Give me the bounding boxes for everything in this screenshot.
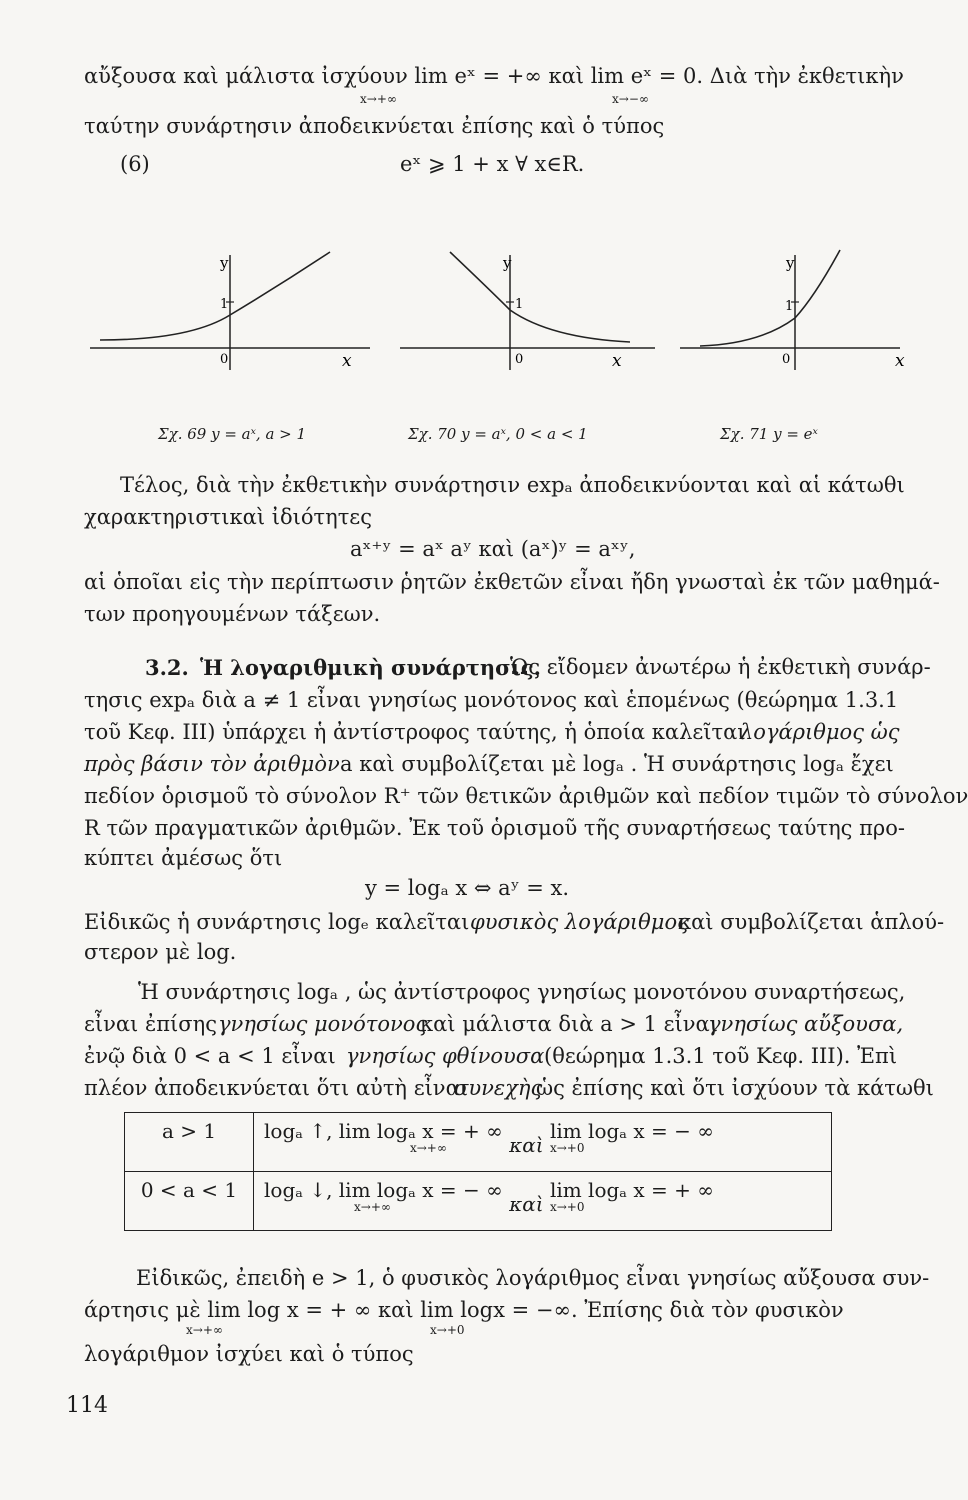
limit-subscript: x→+0 [549,1141,585,1155]
text-line: Εἰδικῶς, ἐπειδὴ e > 1, ὁ φυσικὸς λογάριθμος εἶναι γνησίως αὔξουσα συν- [136,1266,930,1290]
figure-69 [90,252,370,371]
text-line: ταύτην συνάρτησιν ἀποδεικνύεται ἐπίσης καὶ ὁ τύπος [84,114,665,138]
limit-subscript: x→+∞ [409,1141,447,1155]
y-label: y [503,254,512,272]
origin-label: 0 [220,352,229,367]
term-italic: γνησίως μονότονος [218,1012,428,1036]
section-number: 3.2. [145,655,189,680]
figure-caption: Σχ. 71 y = eˣ [720,425,818,443]
text-line: εἶναι ἐπίσης [84,1012,217,1036]
text-line: λογάριθμον ἰσχύει καὶ ὁ τύπος [84,1342,414,1366]
text-line: Τέλος, διὰ τὴν ἐκθετικὴν συνάρτησιν expₐ ἀποδεικνύονται καὶ αἱ κάτωθι [120,473,905,497]
limit-subscript: x→+∞ [186,1323,223,1337]
log-properties-table [124,1112,832,1231]
text-line: τησις expₐ διὰ a ≠ 1 εἶναι γνησίως μονότονος καὶ ἑπομένως (θεώρημα 1.3.1 [84,688,899,712]
text-line: ὡς ἐπίσης καὶ ὅτι ἰσχύουν τὰ κάτωθι [536,1076,934,1100]
text-line: Ἡ συνάρτησις logₐ , ὡς ἀντίστροφος γνησίως μονοτόνου συναρτήσεως, [138,980,906,1004]
x-label: x [612,351,622,371]
text-line: στερον μὲ log. [84,940,237,964]
text-line: αἱ ὁποῖαι εἰς τὴν περίπτωσιν ῥητῶν ἐκθετῶν εἶναι ἤδη γνωσταὶ ἐκ τῶν μαθημά- [84,570,940,594]
one-label: 1 [515,297,524,312]
term-italic: γνησίως αὔξουσα, [708,1012,904,1036]
one-label: 1 [220,297,229,312]
conjunction: καὶ [509,1192,544,1216]
table-cell-properties [254,1113,832,1172]
y-label: y [220,254,229,272]
text-line: κύπτει ἀμέσως ὅτι [84,846,283,870]
text-line: καὶ συμβολίζεται ἁπλού- [678,910,945,934]
x-label: x [342,351,352,371]
text-line: πλέον ἀποδεικνύεται ὅτι αὐτὴ εἶναι [84,1076,468,1100]
limit-subscript: x→+∞ [360,92,397,106]
text-line: άρτησις μὲ lim log x = + ∞ καὶ lim logx = −∞. Ἐπίσης διὰ τὸν φυσικὸν [84,1298,844,1322]
term-italic: συνεχὴς [454,1076,543,1100]
figure-caption: Σχ. 69 y = aˣ, a > 1 [158,425,307,443]
table-row [125,1113,832,1172]
origin-label: 0 [782,352,791,367]
table-cell-condition: 0 < a < 1 [125,1172,254,1231]
text-line: χαρακτηριστικαὶ ἰδιότητες [84,505,372,529]
exp-curve [100,252,330,340]
text-line: Ὡς εἴδομεν ἀνωτέρω ἡ ἐκθετικὴ συνάρ- [510,655,931,679]
prop-limit: logₐ ↓, lim logₐ x = − ∞ [264,1178,503,1202]
limit-subscript: x→+0 [430,1323,465,1337]
equation: eˣ ⩾ 1 + x ∀ x∈R. [400,152,585,176]
figure-70 [400,252,655,371]
limit-subscript: x→+∞ [354,1200,391,1214]
text-line: Εἰδικῶς ἡ συνάρτησις logₑ καλεῖται [84,910,470,934]
equation-label: (6) [120,152,150,176]
table-cell-condition: a > 1 [125,1113,254,1172]
limit-subscript: x→−∞ [612,92,649,106]
text-line: (θεώρημα 1.3.1 τοῦ Κεφ. ΙΙΙ). Ἐπὶ [544,1044,898,1068]
term-italic: γνησίως φθίνουσα [346,1044,545,1068]
text-line: αὔξουσα καὶ μάλιστα ἰσχύουν lim eˣ = +∞ καὶ lim eˣ = 0. Διὰ τὴν ἐκθετικὴν [84,64,904,88]
prop-limit: lim logₐ x = + ∞ [549,1178,714,1202]
y-label: y [786,254,795,272]
page-number: 114 [66,1393,108,1418]
text-line: ἐνῷ διὰ 0 < a < 1 εἶναι [84,1044,336,1068]
figures-row [60,230,905,450]
x-label: x [895,351,905,371]
term-italic: φυσικὸς λογάριθμος [470,910,689,934]
text-line: των προηγουμένων τάξεων. [84,602,381,626]
equation: y = logₐ x ⇔ aʸ = x. [365,876,570,900]
one-label: 1 [785,299,794,314]
figure-71 [680,250,905,371]
term-italic: λογάριθμος ὡς [740,720,900,744]
table-row [125,1172,832,1231]
section-title: Ἡ λογαριθμικὴ συνάρτησις. [200,655,541,680]
text-line: καὶ μάλιστα διὰ a > 1 εἶναι [420,1012,718,1036]
decay-curve [450,252,630,342]
table-cell-properties [254,1172,832,1231]
prop-limit: lim logₐ x = − ∞ [549,1119,714,1143]
term-italic: πρὸς βάσιν τὸν ἀριθμὸν [84,752,340,776]
limit-subscript: x→+0 [549,1200,585,1214]
text-line: πεδίον ὁρισμοῦ τὸ σύνολον R⁺ τῶν θετικῶν ἀριθμῶν καὶ πεδίον τιμῶν τὸ σύνολον [84,784,968,808]
figure-caption: Σχ. 70 y = aˣ, 0 < a < 1 [408,425,588,443]
equation: aˣ⁺ʸ = aˣ aʸ καὶ (aˣ)ʸ = aˣʸ, [350,537,636,561]
exp-e-curve [700,250,840,346]
conjunction: καὶ [509,1133,544,1157]
text-line: τοῦ Κεφ. ΙΙΙ) ὑπάρχει ἡ ἀντίστροφος ταύτης, ἡ ὁποία καλεῖται [84,720,746,744]
text-line: a καὶ συμβολίζεται μὲ logₐ . Ἡ συνάρτησις logₐ ἔχει [340,752,894,776]
text-line: R τῶν πραγματικῶν ἀριθμῶν. Ἐκ τοῦ ὁρισμοῦ τῆς συναρτήσεως ταύτης προ- [84,816,906,840]
prop-limit: logₐ ↑, lim logₐ x = + ∞ [264,1119,503,1143]
origin-label: 0 [515,352,524,367]
